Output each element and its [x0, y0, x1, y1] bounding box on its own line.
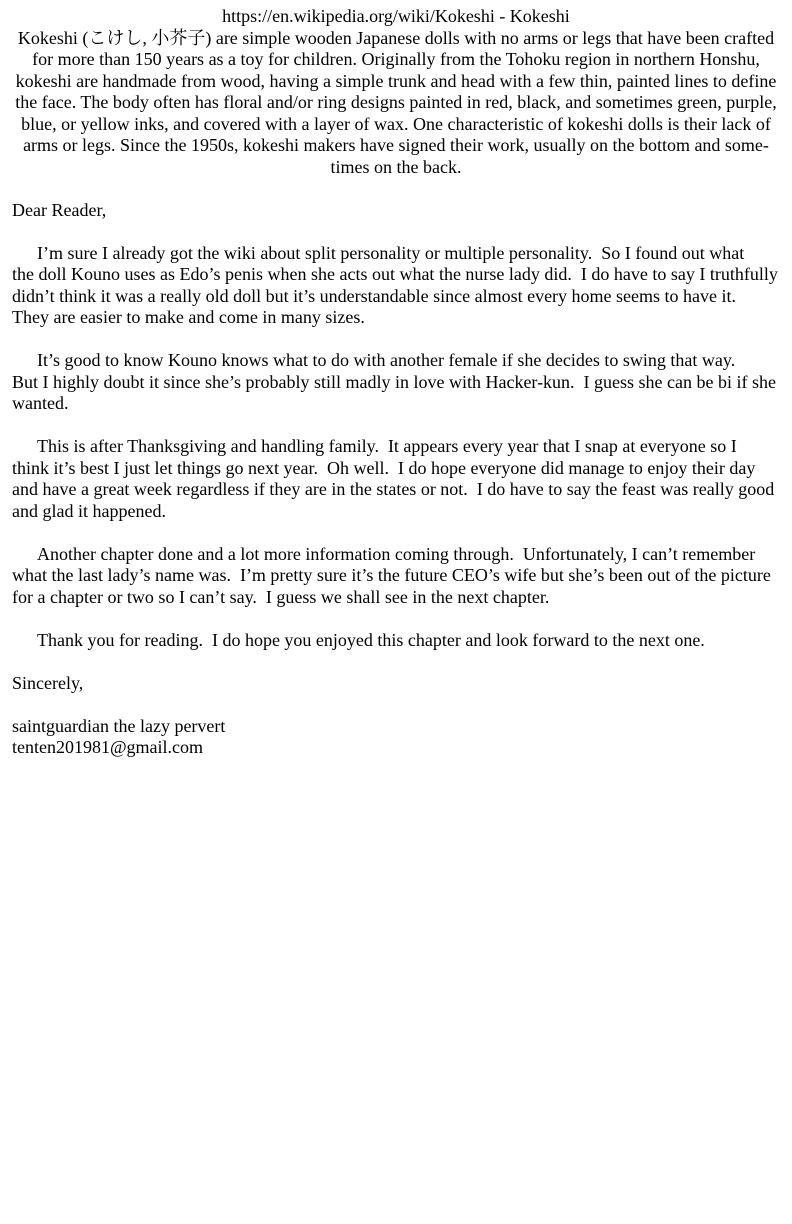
paragraph-line: what the last lady’s name was. I’m pretty sure it’s the future CEO’s wife but she’s been out of the picture	[12, 565, 771, 585]
paragraph-line: Another chapter done and a lot more information coming through. Unfortunately, I can’t remember	[37, 543, 756, 564]
paragraph-line: Thank you for reading. I do hope you enjoyed this chapter and look forward to the next one.	[37, 629, 705, 650]
wiki-excerpt-line: blue, or yellow inks, and covered with a layer of wax. One characteristic of kokeshi dolls is their lack of	[21, 113, 771, 134]
wiki-reference	[12, 6, 780, 178]
paragraph-line: I’m sure I already got the wiki about split personality or multiple personality. So I found out what	[37, 242, 745, 263]
paragraph-line: It’s good to know Kouno knows what to do with another female if she decides to swing that way.	[37, 350, 736, 370]
letter-paragraph-5	[12, 630, 780, 652]
paragraph-line: and glad it happened.	[12, 500, 166, 521]
wiki-excerpt-line: the face. The body often has floral and/or ring designs painted in red, black, and sometimes green, purple,	[15, 92, 777, 112]
paragraph-line: This is after Thanksgiving and handling family. It appears every year that I snap at everyone so I	[37, 436, 737, 456]
wiki-excerpt-line: for more than 150 years as a toy for children. Originally from the Tohoku region in northern Honshu,	[32, 49, 760, 69]
wiki-excerpt-line: Kokeshi (こけし, 小芥子) are simple wooden Japanese dolls with no arms or legs that have been crafted	[17, 27, 775, 48]
letter-paragraph-4	[12, 544, 780, 609]
signature-name: saintguardian the lazy pervert	[12, 715, 226, 736]
wiki-excerpt-line: arms or legs. Since the 1950s, kokeshi makers have signed their work, usually on the bottom and some-	[23, 135, 769, 155]
paragraph-line: They are easier to make and come in many sizes.	[12, 307, 365, 327]
signature-email: tenten201981@gmail.com	[12, 737, 204, 757]
paragraph-line: and have a great week regardless if they are in the states or not. I do have to say the feast was really good	[12, 479, 775, 499]
paragraph-line: didn’t think it was a really old doll but it’s understandable since almost every home seems to have it.	[12, 285, 737, 306]
letter-paragraph-1	[12, 243, 780, 329]
letter-paragraph-2	[12, 350, 780, 415]
wiki-excerpt-line: kokeshi are handmade from wood, having a simple trunk and head with a few thin, painted lines to define	[15, 70, 777, 91]
letter-paragraph-3	[12, 436, 780, 522]
paragraph-line: But I highly doubt it since she’s probably still madly in love with Hacker-kun. I guess she can be bi if she	[12, 371, 777, 392]
paragraph-line: think it’s best I just let things go next year. Oh well. I do hope everyone did manage to enjoy their day	[12, 457, 756, 478]
wiki-excerpt-line: times on the back.	[330, 156, 462, 177]
letter-closing	[12, 673, 780, 695]
letter-salutation	[12, 200, 780, 222]
letter-signature	[12, 716, 780, 759]
paragraph-line: wanted.	[12, 393, 69, 413]
wiki-source-url: https://en.wikipedia.org/wiki/Kokeshi - Kokeshi	[222, 6, 570, 26]
salutation-text: Dear Reader,	[12, 199, 107, 220]
paragraph-line: for a chapter or two so I can’t say. I guess we shall see in the next chapter.	[12, 586, 550, 607]
paragraph-line: the doll Kouno uses as Edo’s penis when she acts out what the nurse lady did. I do have to say I truthfully	[12, 264, 778, 284]
closing-text: Sincerely,	[12, 672, 84, 693]
